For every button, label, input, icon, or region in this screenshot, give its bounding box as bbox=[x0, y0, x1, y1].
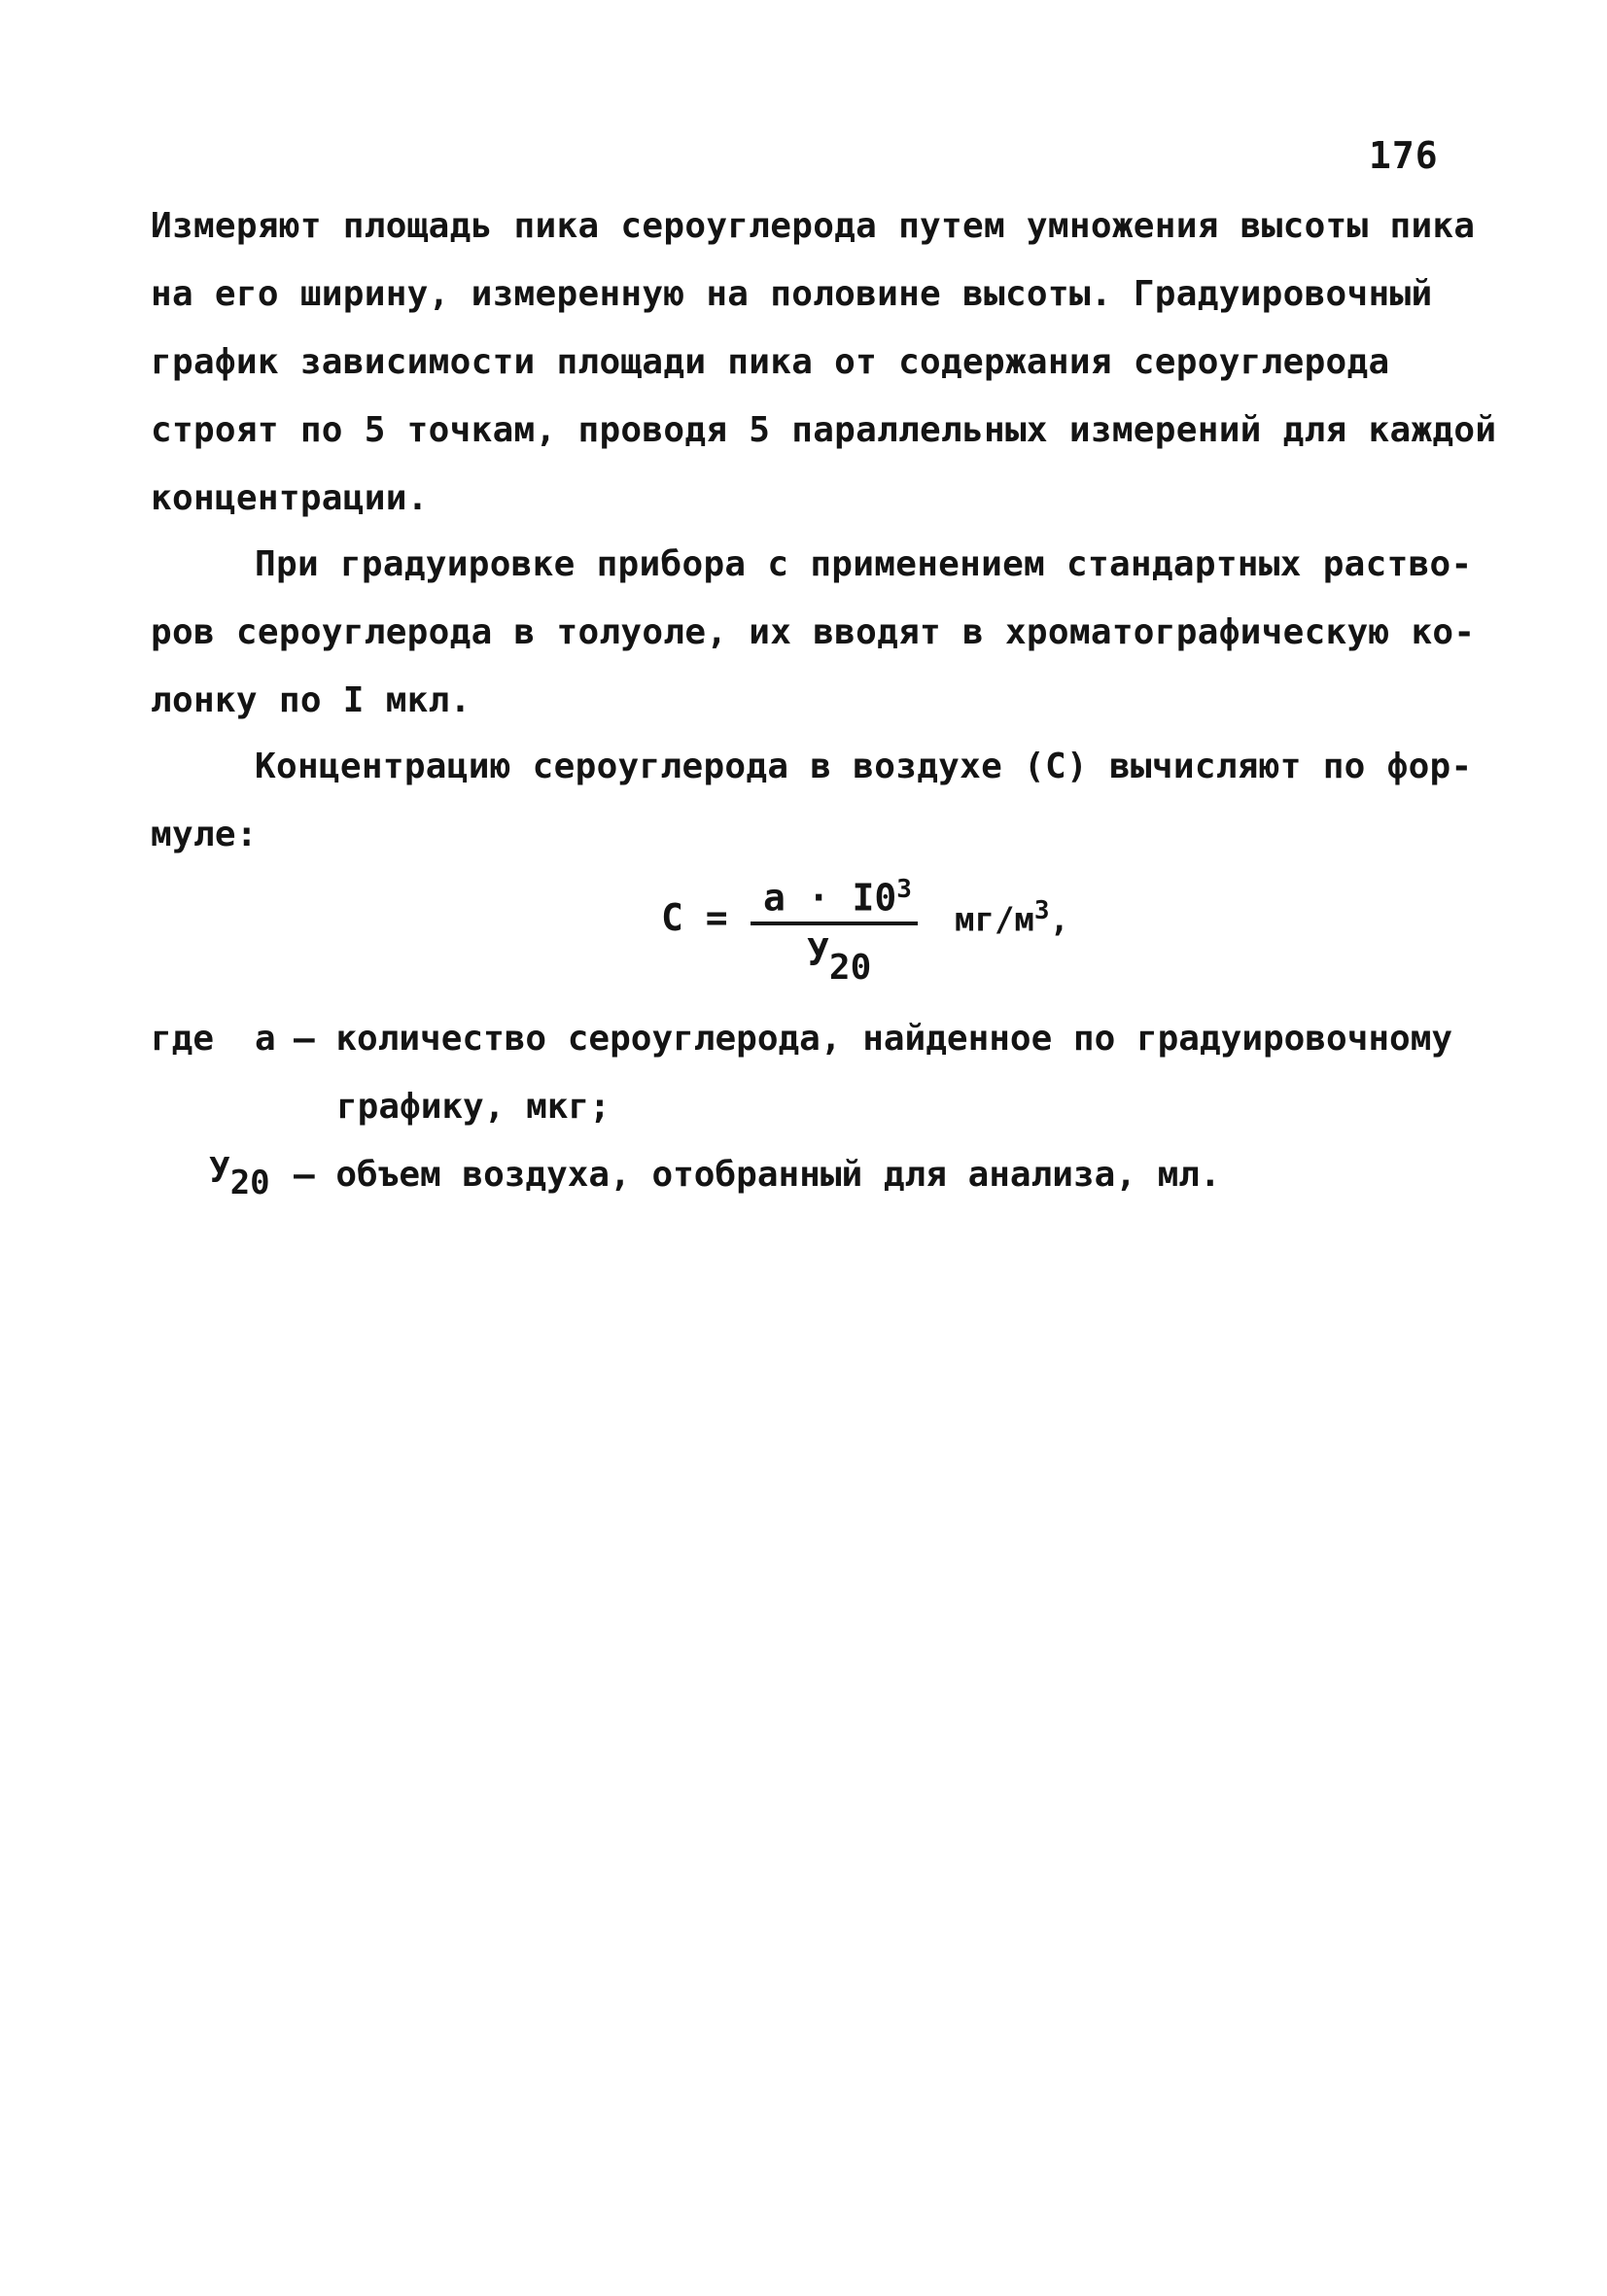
paragraph-1-line-1: Измеряют площадь пика сероуглерода путем умножения высоты пика bbox=[151, 206, 1476, 246]
definition-a-symbol: а bbox=[255, 1019, 276, 1059]
formula-unit-text: мг/м bbox=[955, 900, 1034, 940]
definition-v-symbol bbox=[209, 1151, 270, 1202]
page-number: 176 bbox=[1369, 134, 1439, 177]
concentration-formula bbox=[661, 875, 1167, 1001]
definition-a-text-line-1: – количество сероуглерода, найденное по градуировочному bbox=[294, 1019, 1453, 1059]
formula-numerator-exponent: 3 bbox=[896, 875, 912, 904]
fraction-bar bbox=[751, 922, 918, 925]
paragraph-2-line-1: При градуировке прибора с применением стандартных раство- bbox=[255, 544, 1473, 584]
formula-denominator-symbol: У bbox=[807, 931, 829, 974]
paragraph-2-line-2: ров сероуглерода в толуоле, их вводят в хроматографическую ко- bbox=[151, 612, 1476, 652]
definition-v-letter: У bbox=[209, 1151, 230, 1191]
formula-numerator bbox=[763, 875, 912, 920]
formula-denominator bbox=[807, 931, 871, 988]
definition-v-subscript: 20 bbox=[229, 1164, 270, 1202]
formula-unit-exponent: 3 bbox=[1033, 896, 1050, 925]
paragraph-1-line-3: график зависимости площади пика от содержания сероуглерода bbox=[151, 342, 1390, 382]
paragraph-3-line-1: Концентрацию сероуглерода в воздухе (С) вычисляют по фор- bbox=[255, 747, 1473, 786]
definitions-intro: где bbox=[151, 1019, 215, 1059]
formula-lhs: С = bbox=[661, 896, 728, 939]
formula-numerator-text: a · I0 bbox=[763, 876, 897, 920]
paragraph-3-line-2: муле: bbox=[151, 815, 258, 854]
paragraph-1-line-4: строят по 5 точкам, проводя 5 параллельных измерений для каждой bbox=[151, 410, 1497, 450]
formula-unit-trailing: , bbox=[1049, 900, 1070, 940]
paragraph-2-line-3: лонку по I мкл. bbox=[151, 680, 472, 720]
paragraph-1-line-2: на его ширину, измеренную на половине высоты. Градуировочный bbox=[151, 274, 1433, 314]
formula-unit bbox=[955, 896, 1069, 939]
definition-a-text-line-2: графику, мкг; bbox=[336, 1087, 611, 1127]
definition-v-text: – объем воздуха, отобранный для анализа, мл. bbox=[294, 1155, 1221, 1195]
paragraph-1-line-5: концентрации. bbox=[151, 478, 429, 518]
formula-denominator-subscript: 20 bbox=[828, 948, 872, 988]
